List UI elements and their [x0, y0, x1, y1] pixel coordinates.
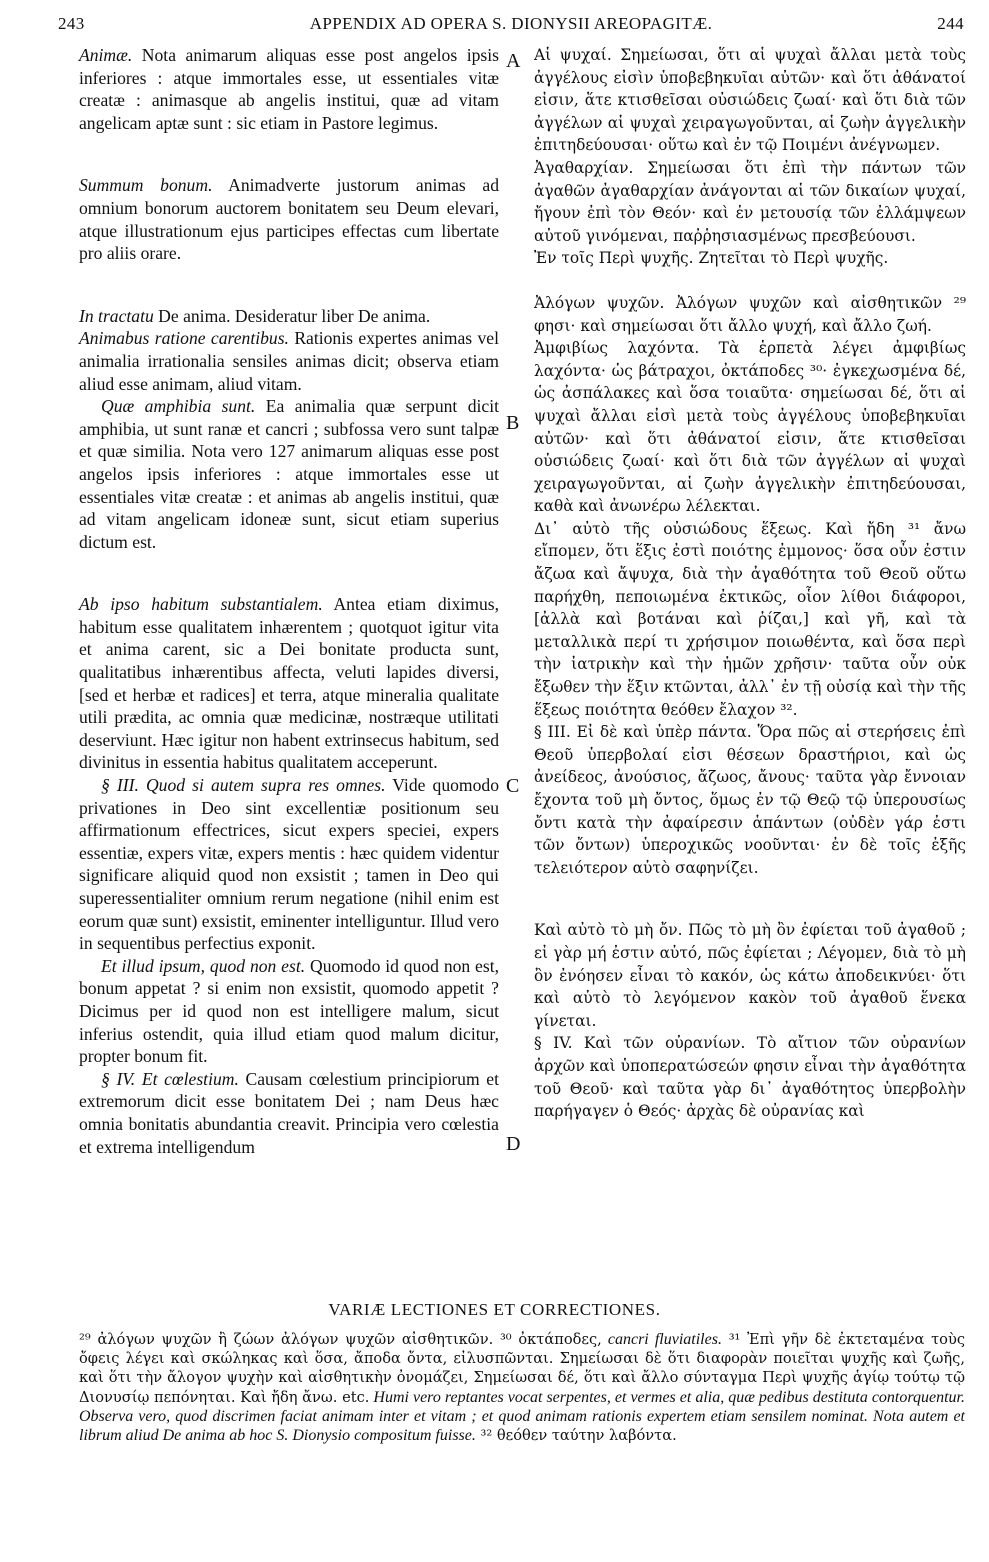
latin-paragraph: Ab ipso habitum substantialem. Antea etiam diximus, habitum esse qualitatem inhærentem ; quotquot igitur vita et anima carent, sic a Dei bonitate producta sunt, qualitatibus inhærentibus affecta, veluti lapides diversi, [sed et herbæ et radices] et terra, atque mineralia qualitate utili prædita, ac omnia quæ medicinæ, nostræque utilitati deserviunt. Hæc igitur non habent extrinsecus habitum, sed divinitus in essentia habitus qualitatem acceperunt. — [79, 594, 499, 773]
margin-marker-d: D — [506, 1133, 521, 1155]
footnote-text: ²⁹ ἀλόγων ψυχῶν ἢ ζώων ἀλόγων ψυχῶν αἰσθητικῶν. ³⁰ ὀκτάποδες, cancri fluviatiles. ³¹ Ἐπὶ γῆν δὲ ἐκτεταμένα τοὺς ὄφεις λέγει καὶ σκώληκας καὶ ὅσα, ἄποδα ὄντα, εἰλυσπῶνται. Σημείωσαι δὲ ὅτι διαφορὰν ποιεῖται ψυχῆς καὶ ζωῆς, καὶ ὅτι τὴν ἄλογον ψυχὴν καὶ αἰσθητικὴν ὀνομάζει, Σημείωσαι δέ, ὅτι καὶ ἄλλο σύνταγμα Περὶ ψυχῆς ἁγίῳ τούτῳ τῷ Διονυσίῳ πεπόνηται. Καὶ ἤδη ἄνω. etc. Humi vero reptantes vocat serpentes, et vermes et alia, quæ pedibus destituta contorquentur. Observa vero, quod discrimen faciat animam inter et vitam ; et quod animam rationis expertem etiam sensilem nominat. Nota autem et librum aliud De anima ab hoc S. Dionysio compositum fuisse. ³² θεόθεν ταύτην λαβόντα. — [79, 1331, 966, 1445]
footnotes — [79, 1330, 965, 1445]
greek-paragraph: Ἐν τοῖς Περὶ ψυχῆς. Ζητεῖται τὸ Περὶ ψυχῆς. — [534, 249, 889, 268]
right-page-number: 244 — [937, 14, 964, 33]
greek-paragraph: § IV. Καὶ τῶν οὐρανίων. Τὸ αἴτιον τῶν οὐρανίων ἀρχῶν καὶ ὑποπερατώσεών φησιν εἶναι τὴν ἀγαθότητα τοῦ Θεοῦ· καὶ ταῦτα γὰρ δι᾿ ἀγαθότητος ὑπερβολὴν παρήγαγεν ὁ Θεός· ἀρχὰς δὲ οὐρανίας καὶ — [534, 1034, 966, 1121]
greek-paragraph: Ἀμφιβίως λαχόντα. Τὰ ἑρπετὰ λέγει ἀμφιβίως λαχόντα· ὡς βάτραχοι, ὀκτάποδες ³⁰· ἐγκεχωσμένα δέ, ὡς ἀσπάλακες καὶ ὅσα τοιαῦτα· σημείωσαι δέ, ὅτι αἱ ψυχαὶ ἄλλαι εἰσὶ μετὰ τοὺς ἀγγέλους ὑποβεβηκυῖαι αὐτῶν· καὶ ὅτι ἀθάνατοί εἰσιν, ἅτε κτισθεῖσαι οὐσιώδεις ζωαί· καὶ ὅτι διὰ τῶν ἀγγέλων αἱ ψυχαὶ χειραγωγοῦνται, αἱ ζωὴν ἀγγελικὴν ἐπιτηδεύουσαι, καθὰ καὶ ἀνωνέρω λέλεκται. — [534, 339, 966, 516]
latin-paragraph: Et illud ipsum, quod non est. Quomodo id quod non est, bonum appetat ? si enim non exsistit, quomodo appetit ? Dicimus per id quod non est intelligere malum, sicut inferius ostendit, quia illud etiam quod malum dicitur, propter bonum fit. — [79, 955, 500, 1067]
greek-paragraph: Ἀγαθαρχίαν. Σημείωσαι ὅτι ἐπὶ τὴν πάντων τῶν ἀγαθῶν ἀγαθαρχίαν ἀνάγονται αἱ τῶν δικαίων ψυχαί, ἤγουν ἐπὶ τὸν Θεόν· καὶ ἐν μετουσίᾳ τῶν ἐλλάμψεων αὐτοῦ γινόμεναι, παῤῥησιασμένως πρεσβεύουσι. — [534, 158, 966, 245]
margin-marker-c: C — [506, 775, 520, 797]
greek-paragraph: Ἀλόγων ψυχῶν. Ἀλόγων ψυχῶν καὶ αἰσθητικῶν ²⁹ φησι· καὶ σημείωσαι ὅτι ἄλλο ψυχή, καὶ ἄλλο ζωή. — [534, 293, 966, 335]
greek-paragraph: Καὶ αὐτὸ τὸ μὴ ὄν. Πῶς τὸ μὴ ὂν ἐφίεται τοῦ ἀγαθοῦ ; εἰ γὰρ μή ἐστιν αὐτό, πῶς ἐφίεται ; Λέγομεν, διὰ τὸ μὴ ὂν ἐνόησεν εἶναι τὸ κακόν, ὡς κάτω ἀποδεικνύει· ὅτι καὶ αὐτὸ τὸ λεγόμενον κακὸν τοῦ ἀγαθοῦ ἕνεκα γίνεται. — [534, 921, 966, 1030]
greek-paragraph: § III. Εἰ δὲ καὶ ὑπὲρ πάντα. Ὅρα πῶς αἱ στερήσεις ἐπὶ Θεοῦ ὑπερβολαί εἰσι θέσεων δραστήριοι, καὶ ὡς ἀνείδεος, ἀνούσιος, ἄζωος, ἄνους· ταῦτα γὰρ ἔννοιαν ἔχοντα τοῦ μὴ ὄντος, ὅμως ἐν τῷ Θεῷ τῷ ὑπερουσίως ὄντι κατὰ τὴν ἀφαίρεσιν ἁπάντων (οὐδὲν γάρ ἐστι τῶν ὄντων) ὑπεροχικῶς νοοῦνται· ἐν δὲ τοῖς ἑξῆς τελειότερον αὐτὸ σαφηνίζει. — [534, 723, 966, 877]
footnotes-title: VARIÆ LECTIONES ET CORRECTIONES. — [328, 1300, 661, 1319]
left-page-number: 243 — [58, 14, 85, 33]
greek-paragraph: Αἱ ψυχαί. Σημείωσαι, ὅτι αἱ ψυχαὶ ἄλλαι μετὰ τοὺς ἀγγέλους εἰσὶν ὑποβεβηκυῖαι αὐτῶν· καὶ ὅτι ἀθάνατοί εἰσιν, ἅτε κτισθεῖσαι οὐσιώδεις ζωαί· καὶ ὅτι διὰ τῶν ἀγγέλων αἱ ψυχαὶ χειραγωγοῦνται, αἱ ζωὴν ἀγγελικὴν ἐπιτηδεύουσαι· οὕτω καὶ ἐν τῷ Ποιμένι ἀνέγνωμεν. — [534, 46, 966, 155]
latin-paragraph: In tractatu De anima. Desideratur liber De anima. — [79, 305, 431, 326]
latin-paragraph: § III. Quod si autem supra res omnes. Vide quomodo privationes in Deo sint excellentiæ positionum seu affirmationum effectrices, sicut expers speciei, expers essentiæ, expers vitæ, expers mentis : hæc quidem videntur significare aliquid quod non exsistit ; tamen in Deo qui superessentialiter omnium rerum negatione (nihil enim est eorum quæ sunt) exsistit, eminenter intelliguntur. Illud vero in sequentibus perfectius exponit. — [79, 775, 499, 954]
running-header — [58, 14, 964, 40]
margin-marker-a: A — [506, 50, 521, 72]
latin-paragraph: Animabus ratione carentibus. Rationis expertes animas vel animalia irrationalia sensiles animas dicit; observa etiam aliud esse animam, aliud vitam. — [79, 328, 500, 394]
latin-paragraph: Quæ amphibia sunt. Ea animalia quæ serpunt dicit amphibia, ut sunt ranæ et cancri ; subfossa vero sunt talpæ et quæ similia. Nota vero 127 animarum aliquas esse post angelos ipsis inferiores : atque immortales esse ut essentiales vitæ creatæ : et animas ab angelis institui, quæ ad vitam angelicam idoneæ sunt, sicut etiam superius dictum est. — [79, 396, 500, 552]
latin-paragraph: Summum bonum. Animadverte justorum animas ad omnium bonorum auctorem bonitatem seu Deum elevari, atque illustrationum ejus participes effectas cum libertate pro aliis orare. — [79, 175, 499, 264]
greek-paragraph: Δι᾿ αὐτὸ τῆς οὐσιώδους ἕξεως. Καὶ ἤδη ³¹ ἄνω εἴπομεν, ὅτι ἕξις ἐστὶ ποιότης ἐμμονος· ὅσα οὖν ἐστιν ἄζωα καὶ ἄψυχα, διὰ τὴν ἀγαθότητα τοῦ Θεοῦ οὕτω παρήχθη, πεποιωμένα ἐκτικῶς, οἷον λίθοι διάφοροι, [ἀλλὰ καὶ βοτάναι καὶ ῥίζαι,] καὶ γῆ, καὶ τὰ μεταλλικὰ περί τι χρήσιμον ποιωθέντα, καὶ ὅσα περὶ τὴν ἰατρικὴν καὶ τὴν ἡμῶν χρῆσιν· ταῦτα οὖν οὐκ ἔξωθεν τὴν ἕξιν κτῶνται, ἀλλ᾿ ἐν τῇ οὐσίᾳ καὶ τὴν τῆς ἕξεως ποιότητα θεόθεν ἔλαχον ³². — [534, 519, 966, 719]
latin-paragraph: § IV. Et cœlestium. Causam cœlestium principiorum et extremorum dicit esse bonitatem Dei ; nam Deus hæc omnia bonitatis abundantia creavit. Principia vero cœlestia et extrema intelligendum — [79, 1068, 499, 1157]
latin-paragraph: Animæ. Nota animarum aliquas esse post angelos ipsis inferiores : atque immortales esse, ut essentiales vitæ creatæ : animasque ab angelis institui, quæ ad vitam angelicam aptæ sunt : sic etiam in Pastore legimus. — [79, 45, 499, 133]
margin-marker-b: B — [506, 412, 520, 434]
greek-column — [534, 44, 966, 1123]
header-title: APPENDIX AD OPERA S. DIONYSII AREOPAGITÆ. — [309, 14, 713, 33]
latin-column — [79, 44, 499, 1158]
